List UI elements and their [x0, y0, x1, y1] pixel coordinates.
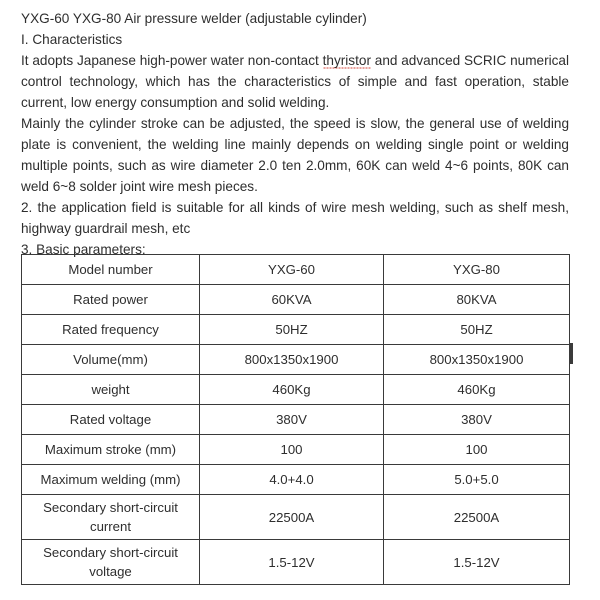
table-row — [22, 315, 570, 345]
table-cell-parameter-name: Secondary short-circuit voltage — [22, 540, 200, 585]
table-cell-yxg80-value: YXG-80 — [384, 255, 570, 285]
table-cell-yxg60-value: 460Kg — [200, 375, 384, 405]
table-cell-parameter-name: Maximum stroke (mm) — [22, 435, 200, 465]
paragraph-characteristics-part1: It adopts Japanese high-power water non-contact — [21, 53, 323, 68]
table-cell-yxg80-value: 1.5-12V — [384, 540, 570, 585]
table-cell-yxg80-value: 5.0+5.0 — [384, 465, 570, 495]
table-cell-yxg60-value: 800x1350x1900 — [200, 345, 384, 375]
table-cell-yxg60-value: 50HZ — [200, 315, 384, 345]
table-cell-yxg60-value: 4.0+4.0 — [200, 465, 384, 495]
table-cell-parameter-name: Maximum welding (mm) — [22, 465, 200, 495]
product-title-line: YXG-60 YXG-80 Air pressure welder (adjustable cylinder) — [21, 11, 367, 26]
table-cell-yxg60-value: 1.5-12V — [200, 540, 384, 585]
table-row — [22, 375, 570, 405]
paragraph-application-field: 2. the application field is suitable for all kinds of wire mesh welding, such as shelf mesh, highway guardrail mesh, etc — [21, 200, 569, 236]
spellcheck-flagged-word: thyristor — [322, 53, 371, 68]
table-cell-yxg80-value: 50HZ — [384, 315, 570, 345]
table-row — [22, 285, 570, 315]
table-cell-yxg60-value: 22500A — [200, 495, 384, 540]
section-heading-characteristics: I. Characteristics — [21, 32, 123, 47]
table-cell-yxg60-value: YXG-60 — [200, 255, 384, 285]
table-cell-parameter-name: Model number — [22, 255, 200, 285]
paragraph-characteristics — [21, 50, 569, 113]
text-cursor-artifact — [570, 343, 573, 364]
table-cell-parameter-name: Rated voltage — [22, 405, 200, 435]
table-cell-parameter-name: weight — [22, 375, 200, 405]
paragraph-characteristics-part2: and advanced SCRIC numerical control technology, which has the characteristics of simple and fast operation, stable current, low energy consumption and solid welding. — [21, 53, 570, 110]
table-cell-parameter-name: Rated power — [22, 285, 200, 315]
table-cell-yxg80-value: 80KVA — [384, 285, 570, 315]
table-row — [22, 345, 570, 375]
paragraph-cylinder-stroke: Mainly the cylinder stroke can be adjusted, the speed is slow, the general use of welding plate is convenient, the welding line mainly depends on welding single point or welding multiple points, such as wire diameter 2.0 ten 2.0mm, 60K can weld 4~6 points, 80K can weld 6~8 solder joint wire mesh pieces. — [21, 116, 569, 194]
table-cell-yxg80-value: 100 — [384, 435, 570, 465]
specifications-table — [21, 254, 570, 585]
table-cell-parameter-name: Secondary short-circuit current — [22, 495, 200, 540]
specifications-table-body — [22, 255, 570, 585]
table-cell-parameter-name: Volume(mm) — [22, 345, 200, 375]
table-cell-yxg80-value: 380V — [384, 405, 570, 435]
table-cell-yxg60-value: 380V — [200, 405, 384, 435]
table-row — [22, 255, 570, 285]
table-cell-parameter-name: Rated frequency — [22, 315, 200, 345]
table-cell-yxg80-value: 460Kg — [384, 375, 570, 405]
table-row — [22, 465, 570, 495]
table-row — [22, 540, 570, 585]
table-cell-yxg60-value: 100 — [200, 435, 384, 465]
table-cell-yxg60-value: 60KVA — [200, 285, 384, 315]
table-row — [22, 435, 570, 465]
table-row — [22, 495, 570, 540]
table-row — [22, 405, 570, 435]
table-cell-yxg80-value: 800x1350x1900 — [384, 345, 570, 375]
document-body — [21, 8, 569, 260]
table-cell-yxg80-value: 22500A — [384, 495, 570, 540]
paragraph-basic-parameters-heading: 3. Basic parameters: — [21, 242, 146, 257]
